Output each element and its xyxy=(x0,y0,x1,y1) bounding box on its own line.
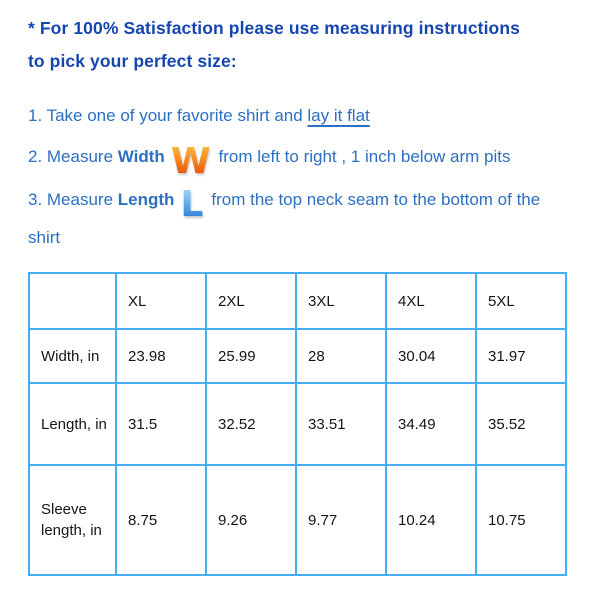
sleeve-2xl: 9.26 xyxy=(206,465,296,575)
table-row-width xyxy=(29,329,566,383)
length-xl: 31.5 xyxy=(116,383,206,465)
row-label-width: Width, in xyxy=(29,329,116,383)
width-4xl: 30.04 xyxy=(386,329,476,383)
instruction-step-1 xyxy=(28,103,572,129)
col-header-xl: XL xyxy=(116,273,206,329)
sleeve-5xl: 10.75 xyxy=(476,465,566,575)
instruction-1-text: 1. Take one of your favorite shirt and xyxy=(28,106,308,125)
length-4xl: 34.49 xyxy=(386,383,476,465)
col-header-2xl: 2XL xyxy=(206,273,296,329)
width-xl: 23.98 xyxy=(116,329,206,383)
table-row-sleeve-length xyxy=(29,465,566,575)
col-header-4xl: 4XL xyxy=(386,273,476,329)
instruction-step-3 xyxy=(28,185,548,251)
length-2xl: 32.52 xyxy=(206,383,296,465)
lay-it-flat-link[interactable]: lay it flat xyxy=(307,106,370,125)
instruction-2-prefix: 2. Measure xyxy=(28,147,118,166)
size-chart-table xyxy=(28,272,567,576)
length-letter-icon: L xyxy=(180,184,204,225)
width-label: Width xyxy=(117,147,165,166)
size-header-row xyxy=(29,273,566,329)
sleeve-xl: 8.75 xyxy=(116,465,206,575)
instruction-3-suffix: from the top neck seam to the bottom of the shirt xyxy=(28,190,541,247)
length-label: Length xyxy=(117,190,175,209)
width-3xl: 28 xyxy=(296,329,386,383)
width-5xl: 31.97 xyxy=(476,329,566,383)
sleeve-4xl: 10.24 xyxy=(386,465,476,575)
corner-cell xyxy=(29,273,116,329)
heading-line-2: to pick your perfect size: xyxy=(28,51,237,71)
width-letter-icon: W xyxy=(170,141,211,182)
table-row-length xyxy=(29,383,566,465)
instruction-step-2 xyxy=(28,142,572,182)
sleeve-3xl: 9.77 xyxy=(296,465,386,575)
row-label-sleeve-length: Sleeve length, in xyxy=(29,465,116,575)
satisfaction-heading xyxy=(28,12,572,78)
instruction-2-suffix: from left to right , 1 inch below arm pits xyxy=(218,147,511,166)
width-2xl: 25.99 xyxy=(206,329,296,383)
instruction-3-prefix: 3. Measure xyxy=(28,190,118,209)
length-5xl: 35.52 xyxy=(476,383,566,465)
length-3xl: 33.51 xyxy=(296,383,386,465)
heading-line-1: * For 100% Satisfaction please use measuring instructions xyxy=(28,18,520,38)
col-header-5xl: 5XL xyxy=(476,273,566,329)
col-header-3xl: 3XL xyxy=(296,273,386,329)
row-label-length: Length, in xyxy=(29,383,116,465)
